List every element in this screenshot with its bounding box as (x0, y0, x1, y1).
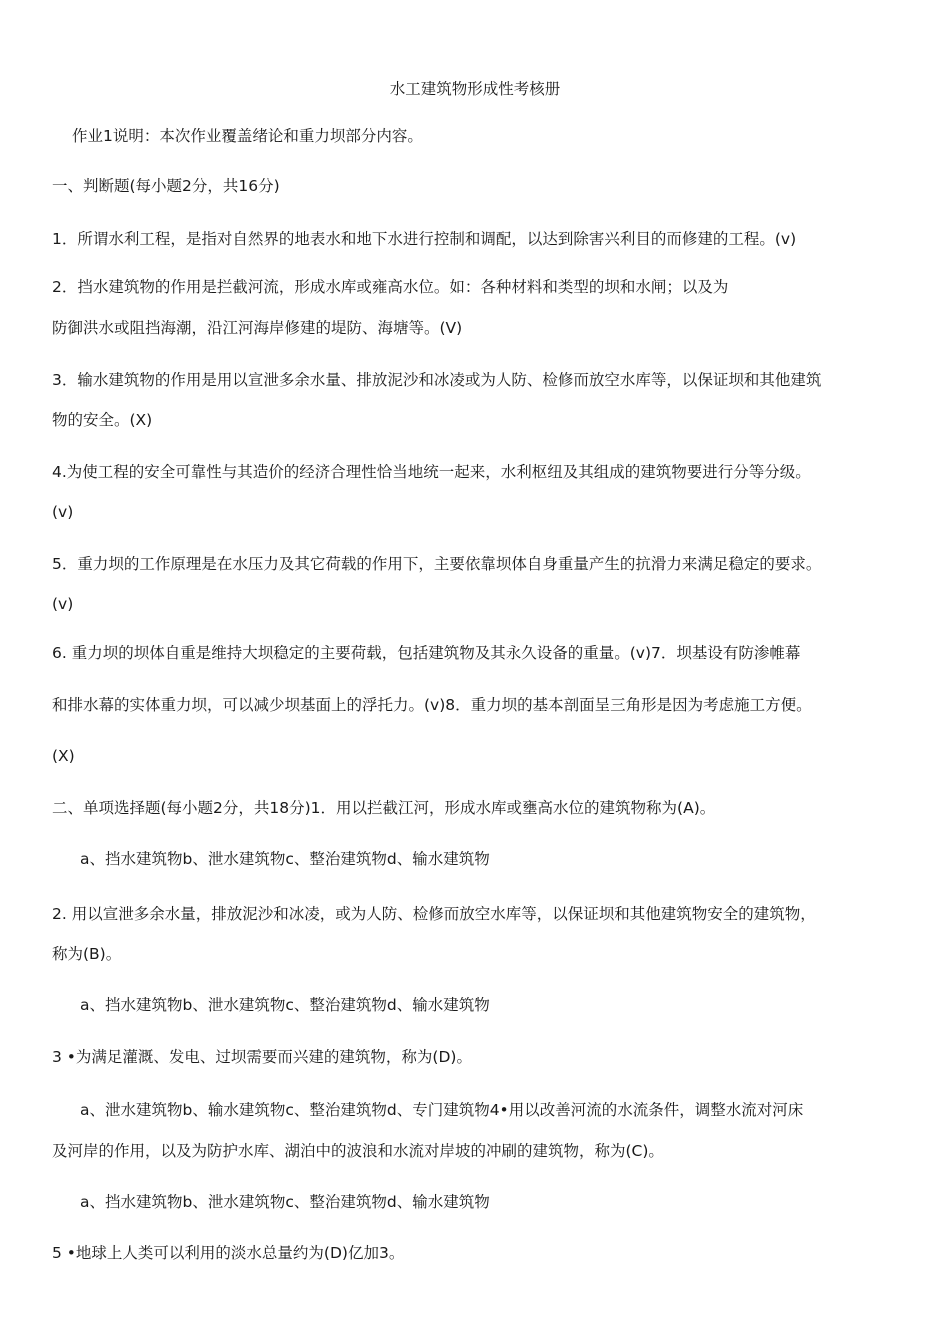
question-2-line-1: 2．挡水建筑物的作用是拦截河流，形成水库或雍高水位。如：各种材料和类型的坝和水闸；以及为 (52, 278, 729, 296)
assignment-note: 作业1说明：本次作业覆盖绪论和重力坝部分内容。 (72, 127, 423, 145)
mc-question-5: 5 •地球上人类可以利用的淡水总量约为(D)亿加3。 (52, 1244, 405, 1262)
question-1: 1．所谓水利工程，是指对自然界的地表水和地下水进行控制和调配，以达到除害兴利目的而修建的工程。(v) (52, 230, 797, 248)
choice-options-2: a、挡水建筑物b、泄水建筑物c、整治建筑物d、输水建筑物 (80, 996, 490, 1014)
question-6-7-line-1: 6. 重力坝的坝体自重是维持大坝稳定的主要荷载，包括建筑物及其永久设备的重量。(v)7．坝基设有防渗帷幕 (52, 644, 801, 662)
question-2-line-2: 防御洪水或阻挡海潮，沿江河海岸修建的堤防、海塘等。(V) (52, 319, 463, 337)
question-3-line-2: 物的安全。(X) (52, 411, 153, 429)
choice-options-4: a、挡水建筑物b、泄水建筑物c、整治建筑物d、输水建筑物 (80, 1193, 490, 1211)
choice-options-3: a、泄水建筑物b、输水建筑物c、整治建筑物d、专门建筑物4•用以改善河流的水流条件，调整水流对河床 (80, 1101, 804, 1119)
question-4-line-1: 4.为使工程的安全可靠性与其造价的经济合理性恰当地统一起来，水利枢纽及其组成的建筑物要进行分等分级。 (52, 463, 811, 481)
question-5-line-2: (v) (52, 595, 74, 613)
document-title: 水工建筑物形成性考核册 (389, 80, 561, 98)
mc-question-3: 3 •为满足灌溉、发电、过坝需要而兴建的建筑物，称为(D)。 (52, 1048, 472, 1066)
question-8-answer: (X) (52, 747, 75, 765)
question-5-line-1: 5．重力坝的工作原理是在水压力及其它荷载的作用下，主要依靠坝体自身重量产生的抗滑力来满足稳定的要求。 (52, 555, 822, 573)
mc-question-2-line-2: 称为(B)。 (52, 945, 122, 963)
question-4-line-2: (v) (52, 503, 74, 521)
mc-question-2-line-1: 2. 用以宣泄多余水量，排放泥沙和冰凌，或为人防、检修而放空水库等，以保证坝和其他建筑物安全的建筑物， (52, 905, 816, 923)
section-heading-true-false: 一、判断题(每小题2分，共16分) (52, 177, 280, 195)
question-3-line-1: 3．输水建筑物的作用是用以宣泄多余水量、排放泥沙和冰凌或为人防、检修而放空水库等，以保证坝和其他建筑 (52, 371, 822, 389)
question-7-8-line-2: 和排水幕的实体重力坝，可以减少坝基面上的浮托力。(v)8．重力坝的基本剖面呈三角形是因为考虑施工方便。 (52, 696, 812, 714)
mc-question-4-line-2: 及河岸的作用，以及为防护水库、湖泊中的波浪和水流对岸坡的冲刷的建筑物，称为(C)。 (52, 1142, 664, 1160)
choice-options-1: a、挡水建筑物b、泄水建筑物c、整治建筑物d、输水建筑物 (80, 850, 490, 868)
section-heading-multiple-choice: 二、单项选择题(每小题2分，共18分)1．用以拦截江河，形成水库或壅高水位的建筑物称为(A)。 (52, 799, 716, 817)
